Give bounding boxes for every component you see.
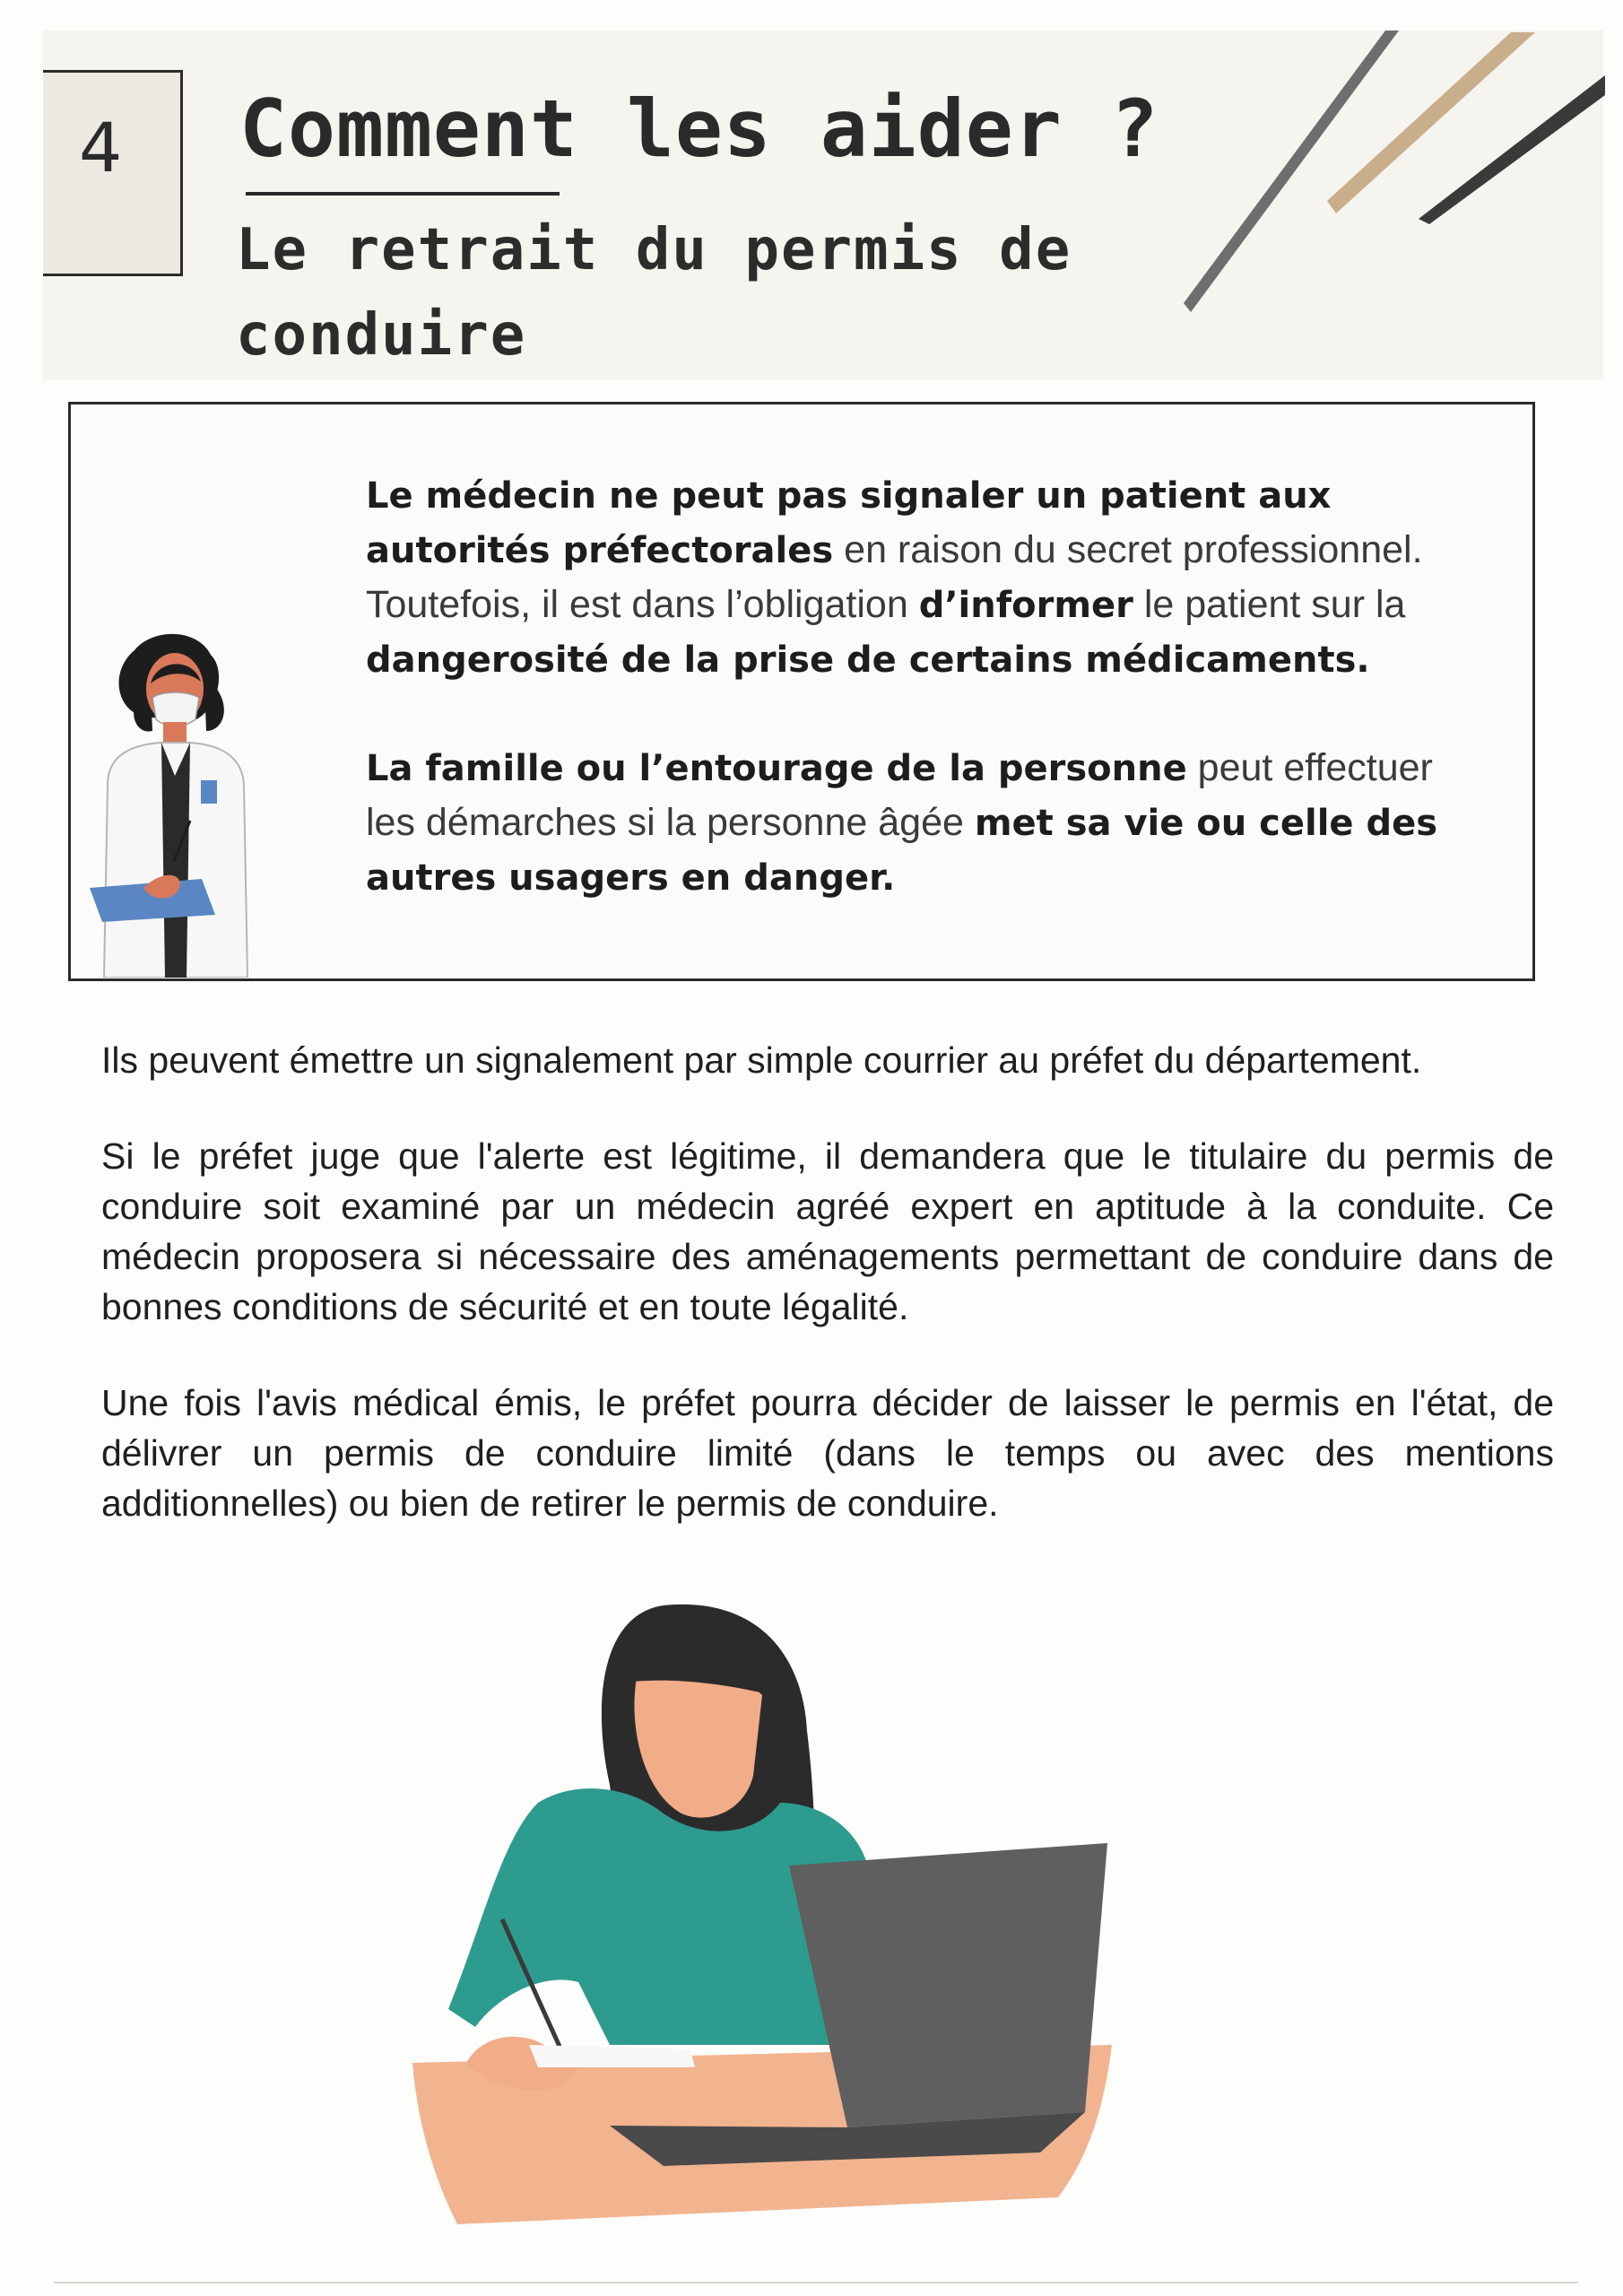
info-paragraph-doctor — [366, 468, 1478, 687]
info-p1-bold-3: dangerosité de la prise de certains médicaments. — [366, 639, 1370, 681]
woman-laptop-illustration — [395, 1578, 1157, 2260]
page-subtitle: Le retrait du permis de conduire — [236, 217, 1072, 369]
info-p2-bold-2: met sa vie ou celle des autres usagers en danger. — [366, 803, 1438, 899]
info-p1-text-1: en raison du secret professionnel. Toutefois, il est dans l’obligation — [366, 528, 1423, 626]
page-title: Comment les aider ? — [239, 83, 1159, 175]
info-paragraph-family — [366, 741, 1478, 905]
info-p1-bold-1: Le médecin ne peut pas signaler un patient aux autorités préfectorales — [366, 475, 1332, 571]
section-number-box — [43, 70, 183, 276]
section-number: 4 — [79, 108, 123, 187]
info-box-text — [366, 468, 1478, 959]
title-underline — [246, 192, 560, 196]
info-p1-bold-2: d’informer — [918, 585, 1133, 626]
body-paragraph-1: Ils peuvent émettre un signalement par simple courrier au préfet du département. — [101, 1039, 1422, 1081]
info-p1-text-2: le patient sur la — [1133, 583, 1406, 626]
info-p2-text-1: peut effectuer les démarches si la personne âgée — [366, 746, 1433, 844]
decorative-stripes — [1184, 25, 1605, 321]
body-text — [101, 1035, 1554, 1574]
tan-stripe — [1327, 32, 1535, 213]
doctor-illustration — [81, 619, 341, 978]
body-paragraph-3: Une fois l'avis médical émis, le préfet pourra décider de laisser le permis en l'état, de délivrer un permis de conduire limité (dans le temps ou avec des mentions additionnelles) ou bien de retirer le permis de conduire. — [101, 1382, 1554, 1524]
body-paragraph-2: Si le préfet juge que l'alerte est légitime, il demandera que le titulaire du permis de conduire soit examiné par un médecin agréé expert en aptitude à la conduite. Ce médecin proposera si nécessaire des aménagements permettant de conduire dans de bonnes conditions de sécurité et en toute légalité. — [101, 1135, 1554, 1327]
bottom-rule — [54, 2282, 1578, 2283]
info-p2-bold-1: La famille ou l’entourage de la personne — [366, 748, 1187, 789]
